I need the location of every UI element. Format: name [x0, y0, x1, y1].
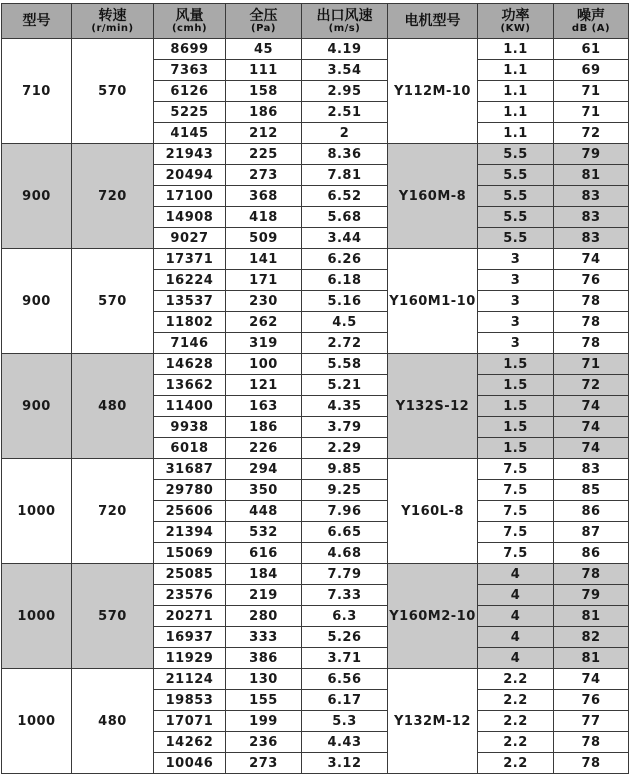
- speed-cell: 480: [72, 354, 154, 459]
- header-unit: (m/s): [328, 22, 361, 34]
- flow-cell: 29780: [154, 480, 226, 501]
- pressure-cell: 163: [226, 396, 302, 417]
- pressure-cell: 45: [226, 39, 302, 60]
- noise-cell: 71: [554, 354, 629, 375]
- noise-cell: 78: [554, 291, 629, 312]
- power-cell: 5.5: [478, 207, 554, 228]
- noise-cell: 72: [554, 123, 629, 144]
- flow-cell: 11929: [154, 648, 226, 669]
- power-cell: 1.1: [478, 39, 554, 60]
- noise-cell: 71: [554, 102, 629, 123]
- table-row: [2, 144, 629, 165]
- noise-cell: 79: [554, 585, 629, 606]
- flow-cell: 16937: [154, 627, 226, 648]
- noise-cell: 86: [554, 543, 629, 564]
- noise-cell: 78: [554, 312, 629, 333]
- pressure-cell: 418: [226, 207, 302, 228]
- flow-cell: 11802: [154, 312, 226, 333]
- pressure-cell: 121: [226, 375, 302, 396]
- noise-cell: 79: [554, 144, 629, 165]
- pressure-cell: 616: [226, 543, 302, 564]
- power-cell: 4: [478, 627, 554, 648]
- header-cell: [226, 4, 302, 39]
- velocity-cell: 9.25: [302, 480, 388, 501]
- header-label: 风量: [175, 7, 204, 24]
- velocity-cell: 3.79: [302, 417, 388, 438]
- power-cell: 1.5: [478, 417, 554, 438]
- flow-cell: 16224: [154, 270, 226, 291]
- noise-cell: 61: [554, 39, 629, 60]
- velocity-cell: 3.44: [302, 228, 388, 249]
- header-cell: [154, 4, 226, 39]
- noise-cell: 71: [554, 81, 629, 102]
- velocity-cell: 6.3: [302, 606, 388, 627]
- pressure-cell: 186: [226, 102, 302, 123]
- flow-cell: 23576: [154, 585, 226, 606]
- power-cell: 4: [478, 606, 554, 627]
- table-row: [2, 39, 629, 60]
- flow-cell: 14908: [154, 207, 226, 228]
- flow-cell: 8699: [154, 39, 226, 60]
- power-cell: 1.1: [478, 81, 554, 102]
- table-row: [2, 459, 629, 480]
- header-unit: dB (A): [571, 22, 611, 34]
- flow-cell: 7146: [154, 333, 226, 354]
- velocity-cell: 7.79: [302, 564, 388, 585]
- velocity-cell: 4.43: [302, 732, 388, 753]
- flow-cell: 21943: [154, 144, 226, 165]
- pressure-cell: 509: [226, 228, 302, 249]
- flow-cell: 9027: [154, 228, 226, 249]
- header-row: [2, 4, 629, 39]
- flow-cell: 5225: [154, 102, 226, 123]
- power-cell: 1.1: [478, 102, 554, 123]
- noise-cell: 72: [554, 375, 629, 396]
- noise-cell: 74: [554, 249, 629, 270]
- pressure-cell: 350: [226, 480, 302, 501]
- table-row: [2, 354, 629, 375]
- flow-cell: 15069: [154, 543, 226, 564]
- motor-cell: Y160M1-10: [388, 249, 478, 354]
- power-cell: 4: [478, 564, 554, 585]
- noise-cell: 74: [554, 396, 629, 417]
- flow-cell: 11400: [154, 396, 226, 417]
- power-cell: 1.5: [478, 396, 554, 417]
- noise-cell: 83: [554, 207, 629, 228]
- flow-cell: 14262: [154, 732, 226, 753]
- velocity-cell: 7.33: [302, 585, 388, 606]
- power-cell: 2.2: [478, 753, 554, 774]
- pressure-cell: 448: [226, 501, 302, 522]
- pressure-cell: 171: [226, 270, 302, 291]
- speed-cell: 720: [72, 144, 154, 249]
- power-cell: 7.5: [478, 522, 554, 543]
- flow-cell: 21124: [154, 669, 226, 690]
- header-cell: [2, 4, 72, 39]
- pressure-cell: 184: [226, 564, 302, 585]
- velocity-cell: 9.85: [302, 459, 388, 480]
- model-cell: 710: [2, 39, 72, 144]
- velocity-cell: 2: [302, 123, 388, 144]
- flow-cell: 20271: [154, 606, 226, 627]
- flow-cell: 4145: [154, 123, 226, 144]
- velocity-cell: 3.54: [302, 60, 388, 81]
- velocity-cell: 6.52: [302, 186, 388, 207]
- noise-cell: 78: [554, 564, 629, 585]
- motor-cell: Y160M-8: [388, 144, 478, 249]
- motor-cell: Y112M-10: [388, 39, 478, 144]
- header-cell: [554, 4, 629, 39]
- speed-cell: 480: [72, 669, 154, 774]
- header-label: 转速: [98, 7, 127, 24]
- power-cell: 2.2: [478, 732, 554, 753]
- noise-cell: 83: [554, 459, 629, 480]
- header-label: 出口风速: [316, 7, 373, 24]
- velocity-cell: 6.18: [302, 270, 388, 291]
- flow-cell: 25085: [154, 564, 226, 585]
- flow-cell: 17100: [154, 186, 226, 207]
- table-row: [2, 669, 629, 690]
- header-unit: (KW): [500, 22, 531, 34]
- velocity-cell: 4.68: [302, 543, 388, 564]
- noise-cell: 76: [554, 690, 629, 711]
- power-cell: 7.5: [478, 480, 554, 501]
- header-label: 全压: [249, 7, 278, 24]
- power-cell: 1.1: [478, 60, 554, 81]
- pressure-cell: 386: [226, 648, 302, 669]
- pressure-cell: 236: [226, 732, 302, 753]
- pressure-cell: 111: [226, 60, 302, 81]
- pressure-cell: 100: [226, 354, 302, 375]
- flow-cell: 19853: [154, 690, 226, 711]
- velocity-cell: 6.26: [302, 249, 388, 270]
- noise-cell: 78: [554, 753, 629, 774]
- pressure-cell: 219: [226, 585, 302, 606]
- flow-cell: 21394: [154, 522, 226, 543]
- velocity-cell: 6.17: [302, 690, 388, 711]
- noise-cell: 74: [554, 438, 629, 459]
- model-cell: 900: [2, 354, 72, 459]
- flow-cell: 6018: [154, 438, 226, 459]
- power-cell: 5.5: [478, 165, 554, 186]
- velocity-cell: 4.5: [302, 312, 388, 333]
- speed-cell: 720: [72, 459, 154, 564]
- velocity-cell: 4.35: [302, 396, 388, 417]
- flow-cell: 25606: [154, 501, 226, 522]
- flow-cell: 13537: [154, 291, 226, 312]
- model-cell: 900: [2, 249, 72, 354]
- velocity-cell: 2.72: [302, 333, 388, 354]
- velocity-cell: 6.65: [302, 522, 388, 543]
- power-cell: 7.5: [478, 459, 554, 480]
- pressure-cell: 230: [226, 291, 302, 312]
- velocity-cell: 5.3: [302, 711, 388, 732]
- pressure-cell: 186: [226, 417, 302, 438]
- speed-cell: 570: [72, 39, 154, 144]
- pressure-cell: 226: [226, 438, 302, 459]
- fan-performance-table: [1, 3, 629, 774]
- pressure-cell: 280: [226, 606, 302, 627]
- velocity-cell: 5.26: [302, 627, 388, 648]
- flow-cell: 10046: [154, 753, 226, 774]
- velocity-cell: 6.56: [302, 669, 388, 690]
- flow-cell: 13662: [154, 375, 226, 396]
- power-cell: 3: [478, 312, 554, 333]
- noise-cell: 74: [554, 417, 629, 438]
- velocity-cell: 4.19: [302, 39, 388, 60]
- header-cell: [72, 4, 154, 39]
- power-cell: 7.5: [478, 501, 554, 522]
- model-cell: 1000: [2, 669, 72, 774]
- velocity-cell: 2.95: [302, 81, 388, 102]
- pressure-cell: 212: [226, 123, 302, 144]
- pressure-cell: 262: [226, 312, 302, 333]
- power-cell: 2.2: [478, 690, 554, 711]
- noise-cell: 69: [554, 60, 629, 81]
- table-row: [2, 564, 629, 585]
- noise-cell: 74: [554, 669, 629, 690]
- pressure-cell: 141: [226, 249, 302, 270]
- motor-cell: Y160M2-10: [388, 564, 478, 669]
- pressure-cell: 155: [226, 690, 302, 711]
- power-cell: 2.2: [478, 669, 554, 690]
- power-cell: 2.2: [478, 711, 554, 732]
- velocity-cell: 3.71: [302, 648, 388, 669]
- power-cell: 7.5: [478, 543, 554, 564]
- flow-cell: 7363: [154, 60, 226, 81]
- noise-cell: 77: [554, 711, 629, 732]
- noise-cell: 81: [554, 606, 629, 627]
- power-cell: 5.5: [478, 144, 554, 165]
- power-cell: 3: [478, 291, 554, 312]
- speed-cell: 570: [72, 249, 154, 354]
- pressure-cell: 158: [226, 81, 302, 102]
- velocity-cell: 7.96: [302, 501, 388, 522]
- model-cell: 900: [2, 144, 72, 249]
- power-cell: 3: [478, 333, 554, 354]
- table-row: [2, 249, 629, 270]
- pressure-cell: 319: [226, 333, 302, 354]
- flow-cell: 17371: [154, 249, 226, 270]
- velocity-cell: 5.68: [302, 207, 388, 228]
- velocity-cell: 3.12: [302, 753, 388, 774]
- header-cell: [388, 4, 478, 39]
- header-label: 噪声: [577, 7, 605, 24]
- motor-cell: Y160L-8: [388, 459, 478, 564]
- motor-cell: Y132S-12: [388, 354, 478, 459]
- pressure-cell: 273: [226, 753, 302, 774]
- motor-cell: Y132M-12: [388, 669, 478, 774]
- velocity-cell: 5.21: [302, 375, 388, 396]
- header-unit: (r/min): [91, 22, 134, 34]
- pressure-cell: 333: [226, 627, 302, 648]
- speed-cell: 570: [72, 564, 154, 669]
- header-cell: [478, 4, 554, 39]
- model-cell: 1000: [2, 459, 72, 564]
- noise-cell: 82: [554, 627, 629, 648]
- noise-cell: 81: [554, 648, 629, 669]
- noise-cell: 83: [554, 228, 629, 249]
- flow-cell: 14628: [154, 354, 226, 375]
- power-cell: 4: [478, 648, 554, 669]
- power-cell: 1.5: [478, 354, 554, 375]
- flow-cell: 9938: [154, 417, 226, 438]
- velocity-cell: 5.58: [302, 354, 388, 375]
- power-cell: 1.5: [478, 438, 554, 459]
- flow-cell: 6126: [154, 81, 226, 102]
- power-cell: 1.5: [478, 375, 554, 396]
- power-cell: 4: [478, 585, 554, 606]
- pressure-cell: 199: [226, 711, 302, 732]
- pressure-cell: 294: [226, 459, 302, 480]
- header-label: 功率: [501, 7, 530, 24]
- noise-cell: 76: [554, 270, 629, 291]
- velocity-cell: 2.29: [302, 438, 388, 459]
- power-cell: 1.1: [478, 123, 554, 144]
- model-cell: 1000: [2, 564, 72, 669]
- noise-cell: 83: [554, 186, 629, 207]
- power-cell: 3: [478, 270, 554, 291]
- table-body: [2, 39, 629, 774]
- pressure-cell: 225: [226, 144, 302, 165]
- power-cell: 3: [478, 249, 554, 270]
- header-cell: [302, 4, 388, 39]
- header-unit: (Pa): [251, 22, 276, 34]
- flow-cell: 17071: [154, 711, 226, 732]
- pressure-cell: 368: [226, 186, 302, 207]
- header-label: 电机型号: [404, 13, 461, 29]
- noise-cell: 78: [554, 333, 629, 354]
- pressure-cell: 130: [226, 669, 302, 690]
- pressure-cell: 532: [226, 522, 302, 543]
- noise-cell: 81: [554, 165, 629, 186]
- power-cell: 5.5: [478, 228, 554, 249]
- noise-cell: 85: [554, 480, 629, 501]
- header-label: 型号: [22, 13, 51, 29]
- velocity-cell: 5.16: [302, 291, 388, 312]
- pressure-cell: 273: [226, 165, 302, 186]
- velocity-cell: 8.36: [302, 144, 388, 165]
- velocity-cell: 2.51: [302, 102, 388, 123]
- noise-cell: 86: [554, 501, 629, 522]
- power-cell: 5.5: [478, 186, 554, 207]
- flow-cell: 20494: [154, 165, 226, 186]
- header-unit: (cmh): [171, 22, 208, 34]
- flow-cell: 31687: [154, 459, 226, 480]
- velocity-cell: 7.81: [302, 165, 388, 186]
- noise-cell: 87: [554, 522, 629, 543]
- noise-cell: 78: [554, 732, 629, 753]
